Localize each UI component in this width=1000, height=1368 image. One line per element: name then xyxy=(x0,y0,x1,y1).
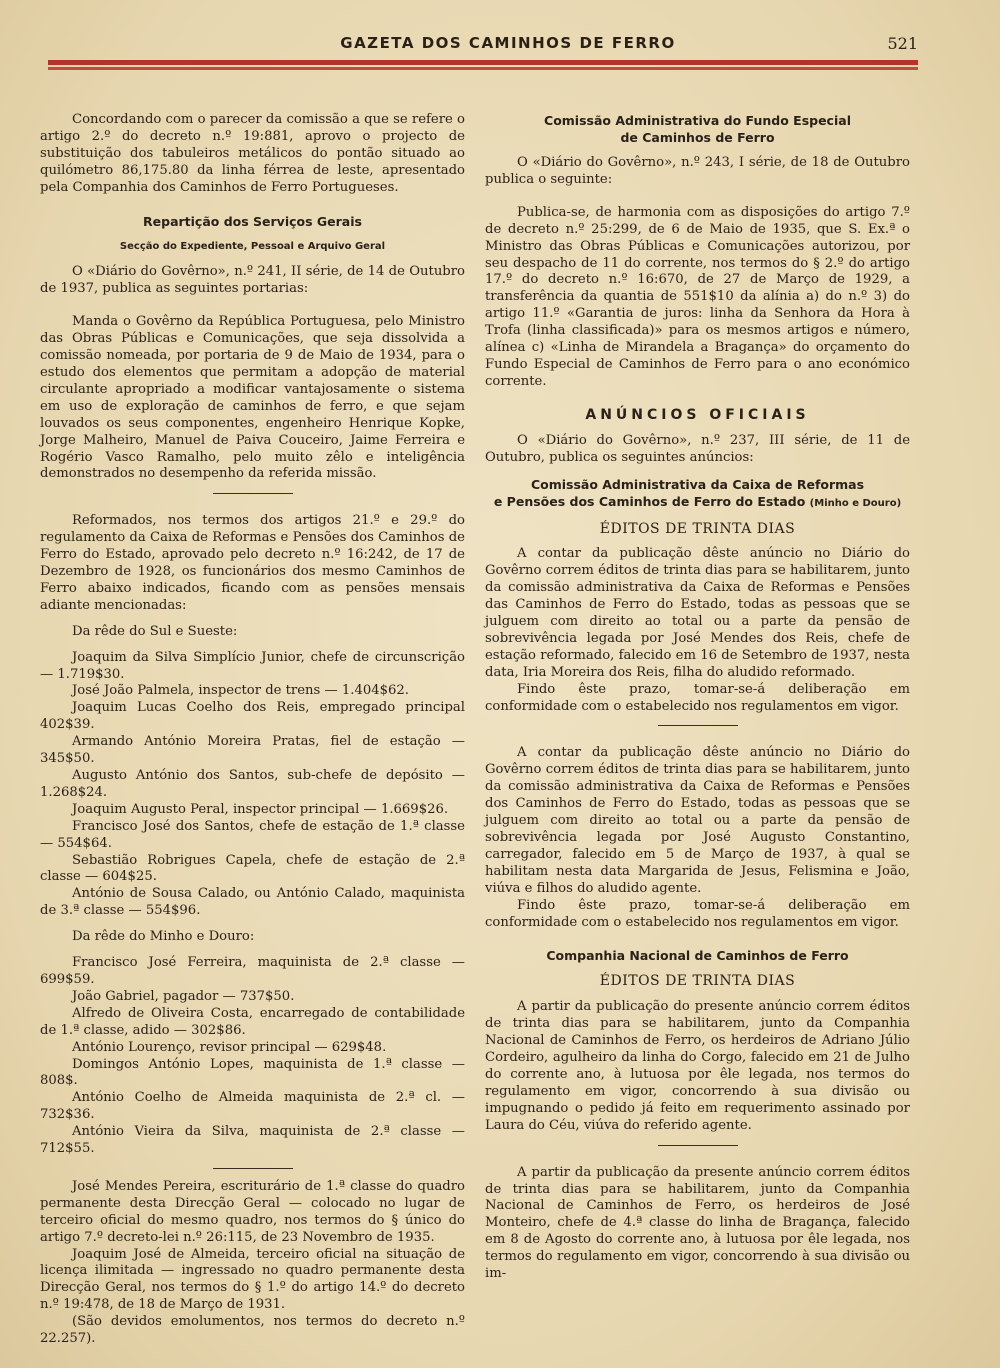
list-item: Sebastião Robrigues Capela, chefe de estação de 2.ª classe — 604$25. xyxy=(40,852,465,885)
list-item: João Gabriel, pagador — 737$50. xyxy=(72,988,295,1004)
divider xyxy=(658,725,738,726)
section-heading-line xyxy=(485,493,910,512)
page-header xyxy=(48,30,918,56)
list-item: Francisco José Ferreira, maquinista de 2.ª classe — 699$59. xyxy=(40,955,465,987)
list-item: Joaquim Augusto Peral, inspector principal — 1.669$26. xyxy=(72,801,449,817)
divider xyxy=(658,1145,738,1146)
list-heading: Da rêde do Sul e Sueste: xyxy=(72,623,238,639)
list-item: António Lourenço, revisor principal — 629$48. xyxy=(72,1039,387,1055)
pension-list-minho xyxy=(40,955,465,1158)
subsection-heading: Secção do Expediente, Pessoal e Arquivo Geral xyxy=(119,240,386,252)
list-item: Alfredo de Oliveira Costa, encarregado de contabilidade de 1.ª classe, adido — 302$86. xyxy=(40,1005,465,1038)
divider xyxy=(213,493,293,494)
header-rule xyxy=(48,60,918,65)
notice-heading: ÉDITOS DE TRINTA DIAS xyxy=(599,520,796,537)
section-heading: Comissão Administrativa do Fundo Especial xyxy=(544,113,851,128)
paragraph: A contar da publicação dêste anúncio no Diário do Govêrno correm éditos de trinta dias para se habilitarem, junto da comissão administrativa da Caixa de Reformas e Pensões das Caminhos de Ferro do Estado, todas as pessoas que se julguem com direito ao total ou a parte da pensão de sobrevivência legada por José Mendes dos Reis, chefe de estação reformado, falecido em 16 de Setembro de 1937, nesta data, Iria Moreira dos Reis, filha do aludido reformado. xyxy=(485,546,910,680)
list-heading: Da rêde do Minho e Douro: xyxy=(72,929,255,945)
paragraph: A contar da publicação dêste anúncio no Diário do Govêrno correm éditos de trinta dias para se habilitarem, junto da comissão administrativa da Caixa de Reformas e Pensões dos Caminhos de Ferro do Estado, todas as pessoas que se julguem com direito ao total ou a parte da pensão de sobrevivência legada por José Augusto Constantino, carregador, falecido em 5 de Março de 1937, à qual se habilitam nesta data Margarida de Jesus, Felismina e João, viúva e filhos do aludido agente. xyxy=(485,745,910,896)
paragraph: José Mendes Pereira, escriturário de 1.ª classe do quadro permanente desta Direcção Geral — colocado no lugar de terceiro oficial do mesmo quadro, nos termos do § único do artigo 7.º decreto-lei n.º 26:115, de 23 Novembro de 1935. xyxy=(40,1178,465,1245)
right-column xyxy=(485,112,910,1283)
paragraph: Findo êste prazo, tomar-se-á deliberação em conformidade com o estabelecido nos regulamentos em vigor. xyxy=(485,681,910,714)
paragraph: Joaquim José de Almeida, terceiro oficial na situação de licença ilimitada — ingressado no quadro permanente desta Direcção Geral, nos termos do § 1.º do artigo 14.º do decreto n.º 19:478, de 18 de Março de 1931. xyxy=(40,1246,465,1313)
notice-heading: ÉDITOS DE TRINTA DIAS xyxy=(599,973,796,990)
section-heading: Companhia Nacional de Caminhos de Ferro xyxy=(546,948,849,964)
list-item: José João Palmela, inspector de trens — 1.404$62. xyxy=(72,683,409,699)
paragraph: O «Diário do Govêrno», n.º 243, I série, de 18 de Outubro publica o seguinte: xyxy=(485,155,910,187)
list-item: Augusto António dos Santos, sub-chefe de depósito — 1.268$24. xyxy=(40,768,465,800)
heading-suffix: (Minho e Douro) xyxy=(809,497,902,509)
header-title: GAZETA DOS CAMINHOS DE FERRO xyxy=(340,34,676,52)
list-item: Domingos António Lopes, maquinista de 1.ª classe — 808$. xyxy=(40,1056,465,1089)
section-heading: ANÚNCIOS OFICIAIS xyxy=(585,406,810,423)
list-item: Joaquim Lucas Coelho dos Reis, empregado principal 402$39. xyxy=(40,700,465,733)
list-item: Francisco José dos Santos, chefe de estação de 1.ª classe — 554$64. xyxy=(40,818,465,851)
paragraph: Reformados, nos termos dos artigos 21.º e 29.º do regulamento da Caixa de Reformas e Pensões dos Caminhos de Ferro do Estado, aprovado pelo decreto n.º 16:242, de 17 de Dezembro de 1928, os funcionários dos mesmo Caminhos de Ferro abaixo indicados, ficando com as pensões mensais adiante mencionadas: xyxy=(40,513,465,613)
paragraph: Findo êste prazo, tomar-se-á deliberação em conformidade com o estabelecido nos regulamentos em vigor. xyxy=(485,897,910,930)
paragraph: Concordando com o parecer da comissão a que se refere o artigo 2.º do decreto n.º 19:881, aprovo o projecto de substituição dos tabuleiros metálicos do pontão situado ao quilómetro 86,175.80 da linha férrea de leste, apresentado pela Companhia dos Caminhos de Ferro Portugueses. xyxy=(40,112,465,195)
divider xyxy=(213,1168,293,1169)
paragraph: Publica-se, de harmonia com as disposições do artigo 7.º de decreto n.º 25:299, de 6 de Maio de 1935, que S. Ex.ª o Ministro das Obras Públicas e Comunicações autorizou, por seu despacho de 11 do corrente, nos termos do § 2.º do artigo 17.º do decreto n.º 16:670, de 27 de Março de 1929, a transferência da quantia de 551$10 da alínia a) do n.º 3) do artigo 11.º «Garantia de juros: linha da Senhora da Hora à Trofa (linha classificada)» para os mesmos artigos e número, alínea c) «Linha de Mirandela a Bragança» do orçamento do Fundo Especial de Caminhos de Ferro para o ano económico corrente. xyxy=(485,204,910,389)
list-item: António Vieira da Silva, maquinista de 2.ª classe — 712$55. xyxy=(40,1124,465,1157)
list-item: Armando António Moreira Pratas, fiel de estação — 345$50. xyxy=(40,734,465,767)
paragraph: O «Diário do Govêrno», n.º 237, III série, de 11 de Outubro, publica os seguintes anúncios: xyxy=(485,432,910,465)
header-rule-secondary xyxy=(48,67,918,70)
list-item: António Coelho de Almeida maquinista de 2.ª cl. — 732$36. xyxy=(40,1090,465,1123)
pension-list-sul xyxy=(40,650,465,921)
paragraph: O «Diário do Govêrno», n.º 241, II série, de 14 de Outubro de 1937, publica as seguintes portarias: xyxy=(40,264,465,297)
page-number: 521 xyxy=(887,34,918,53)
paragraph: A partir da publicação da presente anúncio correm éditos de trinta dias para se habilitarem, junto da Companhia Nacional de Caminhos de Ferro, os herdeiros de José Monteiro, chefe de 4.ª classe do linha de Bragança, falecido em 8 de Agosto do corrente ano, à lutuosa por êle legada, nos termos do regulamento em vigor, concorrendo à sua divisão ou im- xyxy=(485,1164,910,1282)
section-heading: Comissão Administrativa da Caixa de Reformas xyxy=(530,476,865,492)
paragraph: Manda o Govêrno da República Portuguesa, pelo Ministro das Obras Públicas e Comunicações, que seja dissolvida a comissão nomeada, por portaria de 9 de Maio de 1934, para o estudo dos elementos que permitam a adopção de material circulante apropriado a modificar vantajosamente o sistema em uso de exploração de caminhos de ferro, e que sejam louvados os seus componentes, engenheiro Henrique Kopke, Jorge Malheiro, Manuel de Paiva Couceiro, Jaime Ferreira e Rogério Vasco Ramalho, pelo muito zêlo e inteligência demonstrados no desempenho da referida missão. xyxy=(40,314,465,482)
paragraph: (São devidos emolumentos, nos termos do decreto n.º 22.257). xyxy=(40,1314,465,1347)
list-item: António de Sousa Calado, ou António Calado, maquinista de 3.ª classe — 554$96. xyxy=(40,886,465,919)
section-heading: de Caminhos de Ferro xyxy=(620,130,775,145)
paragraph: A partir da publicação do presente anúncio correm éditos de trinta dias para se habilitarem, junto da Companhia Nacional de Caminhos de Ferro, os herdeiros de Adriano Júlio Cordeiro, agulheiro da linha do Corgo, falecido em 21 de Julho do corrente ano, à lutuosa por êle legada, nos termos do regulamento em vigor, concorrendo à sua divisão ou impugnando o pedido já feito em requerimento assinado por Laura do Céu, viúva do referido agente. xyxy=(485,999,910,1133)
left-column xyxy=(40,112,465,1348)
section-heading: Repartição dos Serviços Gerais xyxy=(143,213,362,229)
section-heading: e Pensões dos Caminhos de Ferro do Estado xyxy=(493,493,806,509)
list-item: Joaquim da Silva Simplício Junior, chefe de circunscrição — 1.719$30. xyxy=(40,649,465,682)
